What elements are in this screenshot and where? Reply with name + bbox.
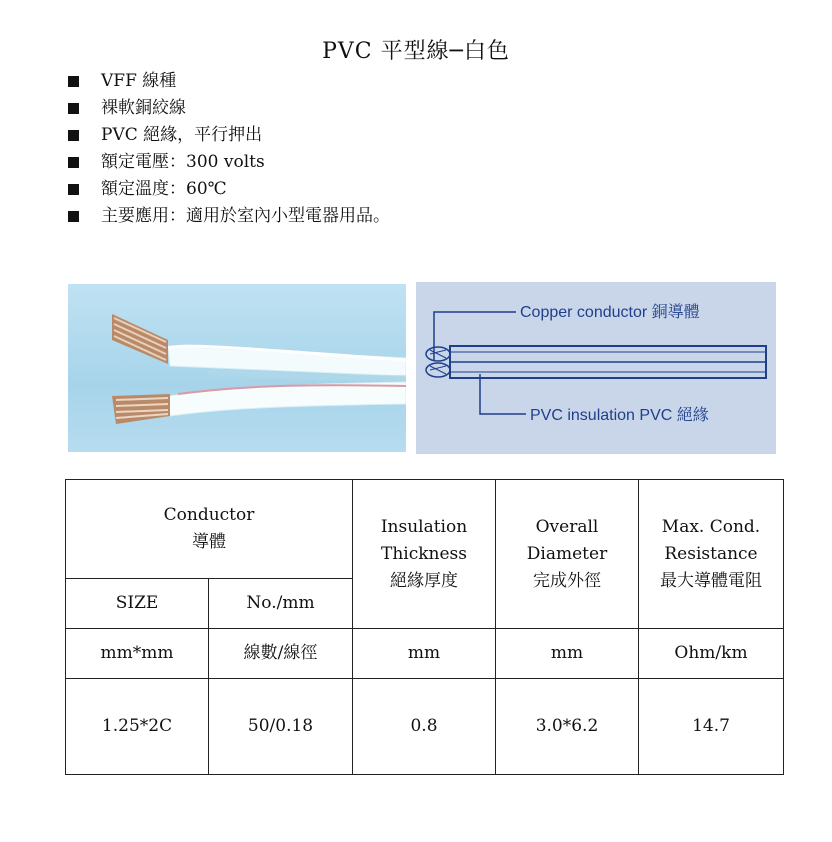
list-item bbox=[68, 122, 390, 149]
strand-value: 50/0.18 bbox=[209, 679, 353, 775]
list-item-text: 額定溫度：60℃ bbox=[101, 179, 227, 199]
bullet-square-icon bbox=[68, 103, 79, 114]
list-item bbox=[68, 176, 390, 203]
unit-cell: Ohm/km bbox=[639, 629, 784, 679]
cable-photo bbox=[68, 284, 406, 452]
overall-diameter-header: Overall Diameter 完成外徑 bbox=[496, 480, 639, 629]
cable-diagram-illustration bbox=[416, 282, 776, 454]
table-row bbox=[66, 679, 784, 775]
list-item bbox=[68, 95, 390, 122]
pvc-insulation-label: PVC insulation PVC 絕緣 bbox=[530, 407, 709, 424]
list-item bbox=[68, 68, 390, 95]
page-title: PVC 平型線─白色 bbox=[322, 39, 510, 64]
list-item-text: VFF 線種 bbox=[101, 71, 177, 91]
unit-cell: mm*mm bbox=[66, 629, 209, 679]
copper-conductor-label: Copper conductor 銅導體 bbox=[520, 304, 700, 321]
list-item bbox=[68, 149, 390, 176]
no-mm-header: No./mm bbox=[209, 579, 353, 629]
bullet-square-icon bbox=[68, 76, 79, 87]
bullet-square-icon bbox=[68, 130, 79, 141]
feature-list bbox=[68, 68, 390, 230]
size-header: SIZE bbox=[66, 579, 209, 629]
resistance-value: 14.7 bbox=[639, 679, 784, 775]
unit-cell: mm bbox=[353, 629, 496, 679]
list-item-text: 裸軟銅絞線 bbox=[101, 98, 186, 118]
list-item-text: 主要應用：適用於室內小型電器用品。 bbox=[101, 206, 390, 226]
size-value: 1.25*2C bbox=[66, 679, 209, 775]
diameter-value: 3.0*6.2 bbox=[496, 679, 639, 775]
list-item bbox=[68, 203, 390, 230]
spec-table bbox=[65, 479, 784, 775]
insulation-value: 0.8 bbox=[353, 679, 496, 775]
bullet-square-icon bbox=[68, 211, 79, 222]
cable-photo-illustration bbox=[68, 284, 406, 452]
resistance-header: Max. Cond. Resistance 最大導體電阻 bbox=[639, 480, 784, 629]
units-row bbox=[66, 629, 784, 679]
cable-diagram bbox=[416, 282, 776, 454]
unit-cell: 線數/線徑 bbox=[209, 629, 353, 679]
insulation-header: Insulation Thickness 絕緣厚度 bbox=[353, 480, 496, 629]
bullet-square-icon bbox=[68, 184, 79, 195]
list-item-text: PVC 絕緣，平行押出 bbox=[101, 125, 263, 145]
conductor-header: Conductor 導體 bbox=[66, 480, 353, 579]
bullet-square-icon bbox=[68, 157, 79, 168]
unit-cell: mm bbox=[496, 629, 639, 679]
list-item-text: 額定電壓：300 volts bbox=[101, 152, 265, 172]
